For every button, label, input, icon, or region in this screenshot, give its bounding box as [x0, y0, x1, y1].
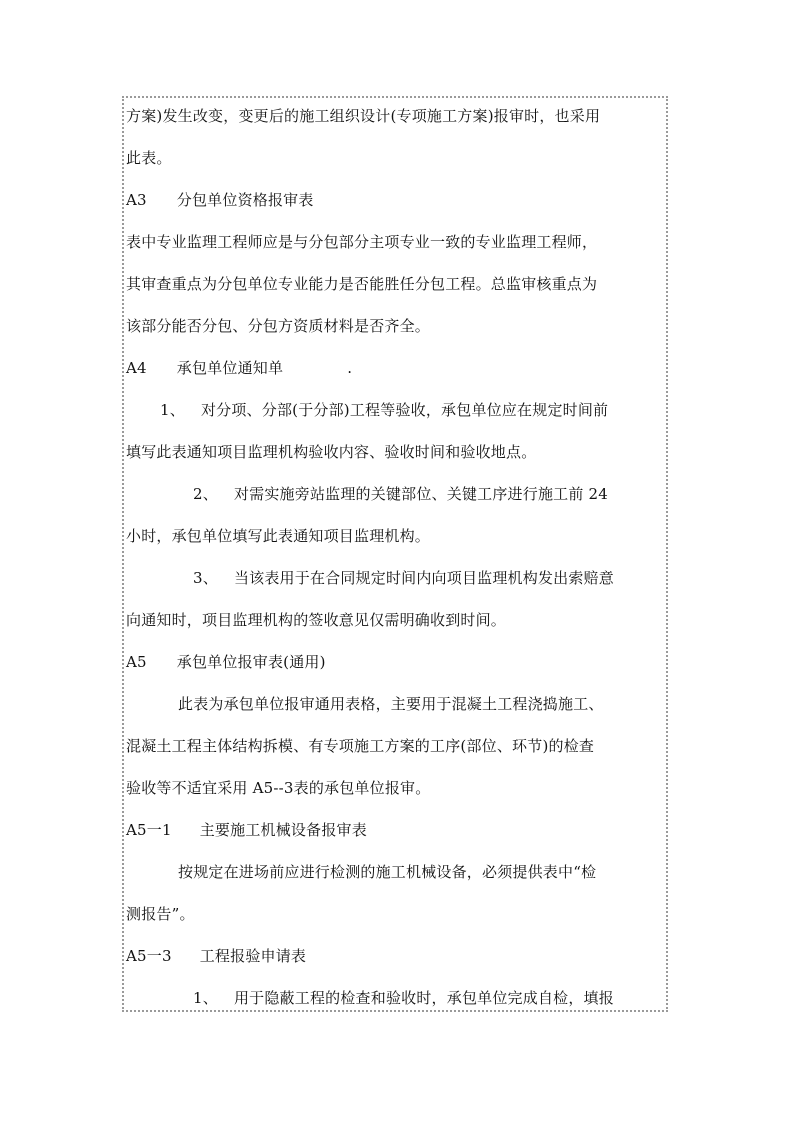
- paragraph-line: 表中专业监理工程师应是与分包部分主项专业一致的专业监理工程师，: [126, 233, 598, 251]
- item-text: 当该表用于在合同规定时间内向项目监理机构发出索赔意: [233, 569, 614, 587]
- item-number: 1、: [160, 401, 185, 419]
- numbered-item-2: [193, 484, 608, 504]
- paragraph-line: 向通知时，项目监理机构的签收意见仅需明确收到时间。: [126, 611, 507, 629]
- trailing-dot: .: [347, 359, 353, 377]
- section-title: 承包单位通知单: [176, 359, 284, 377]
- paragraph-line: 混凝土工程主体结构拆模、有专项施工方案的工序(部位、环节)的检查: [126, 737, 595, 755]
- section-heading-a5-1: [126, 820, 367, 840]
- paragraph-line: 该部分能否分包、分包方资质材料是否齐全。: [126, 317, 431, 335]
- section-title: 分包单位资格报审表: [176, 191, 314, 209]
- item-number: 2、: [193, 485, 218, 503]
- section-code: A5: [126, 653, 147, 671]
- section-title: 承包单位报审表(通用): [176, 653, 326, 671]
- paragraph-line: 此表。: [126, 149, 172, 167]
- paragraph-line: 验收等不适宜采用 A5--3表的承包单位报审。: [126, 779, 431, 797]
- item-text: 对需实施旁站监理的关键部位、关键工序进行施工前 24: [233, 485, 609, 503]
- numbered-item-1: [193, 988, 614, 1008]
- section-code: A3: [126, 191, 147, 209]
- numbered-item-3: [193, 568, 614, 588]
- section-code: A4: [126, 359, 147, 377]
- section-title: 工程报验申请表: [199, 947, 307, 965]
- paragraph-line: 此表为承包单位报审通用表格，主要用于混凝土工程浇捣施工、: [178, 695, 604, 713]
- section-heading-a5: [126, 652, 326, 672]
- section-heading-a4: [126, 358, 352, 378]
- paragraph-line: 其审查重点为分包单位专业能力是否能胜任分包工程。总监审核重点为: [126, 275, 598, 293]
- section-heading-a5-3: [126, 946, 306, 966]
- item-number: 3、: [193, 569, 218, 587]
- paragraph-line: 方案)发生改变，变更后的施工组织设计(专项施工方案)报审时，也采用: [126, 107, 601, 125]
- paragraph-line: 填写此表通知项目监理机构验收内容、验收时间和验收地点。: [126, 443, 537, 461]
- paragraph-line: 测报告”。: [126, 905, 195, 923]
- section-title: 主要施工机械设备报审表: [199, 821, 367, 839]
- item-text: 用于隐蔽工程的检查和验收时，承包单位完成自检，填报: [233, 989, 614, 1007]
- section-code: A5一1: [126, 821, 172, 839]
- item-text: 对分项、分部(于分部)工程等验收，承包单位应在规定时间前: [200, 401, 609, 419]
- section-heading-a3: [126, 190, 314, 210]
- item-number: 1、: [193, 989, 218, 1007]
- paragraph-line: 小时，承包单位填写此表通知项目监理机构。: [126, 527, 431, 545]
- paragraph-line: 按规定在进场前应进行检测的施工机械设备，必须提供表中“检: [178, 863, 597, 881]
- numbered-item-1: [160, 400, 608, 420]
- section-code: A5一3: [126, 947, 172, 965]
